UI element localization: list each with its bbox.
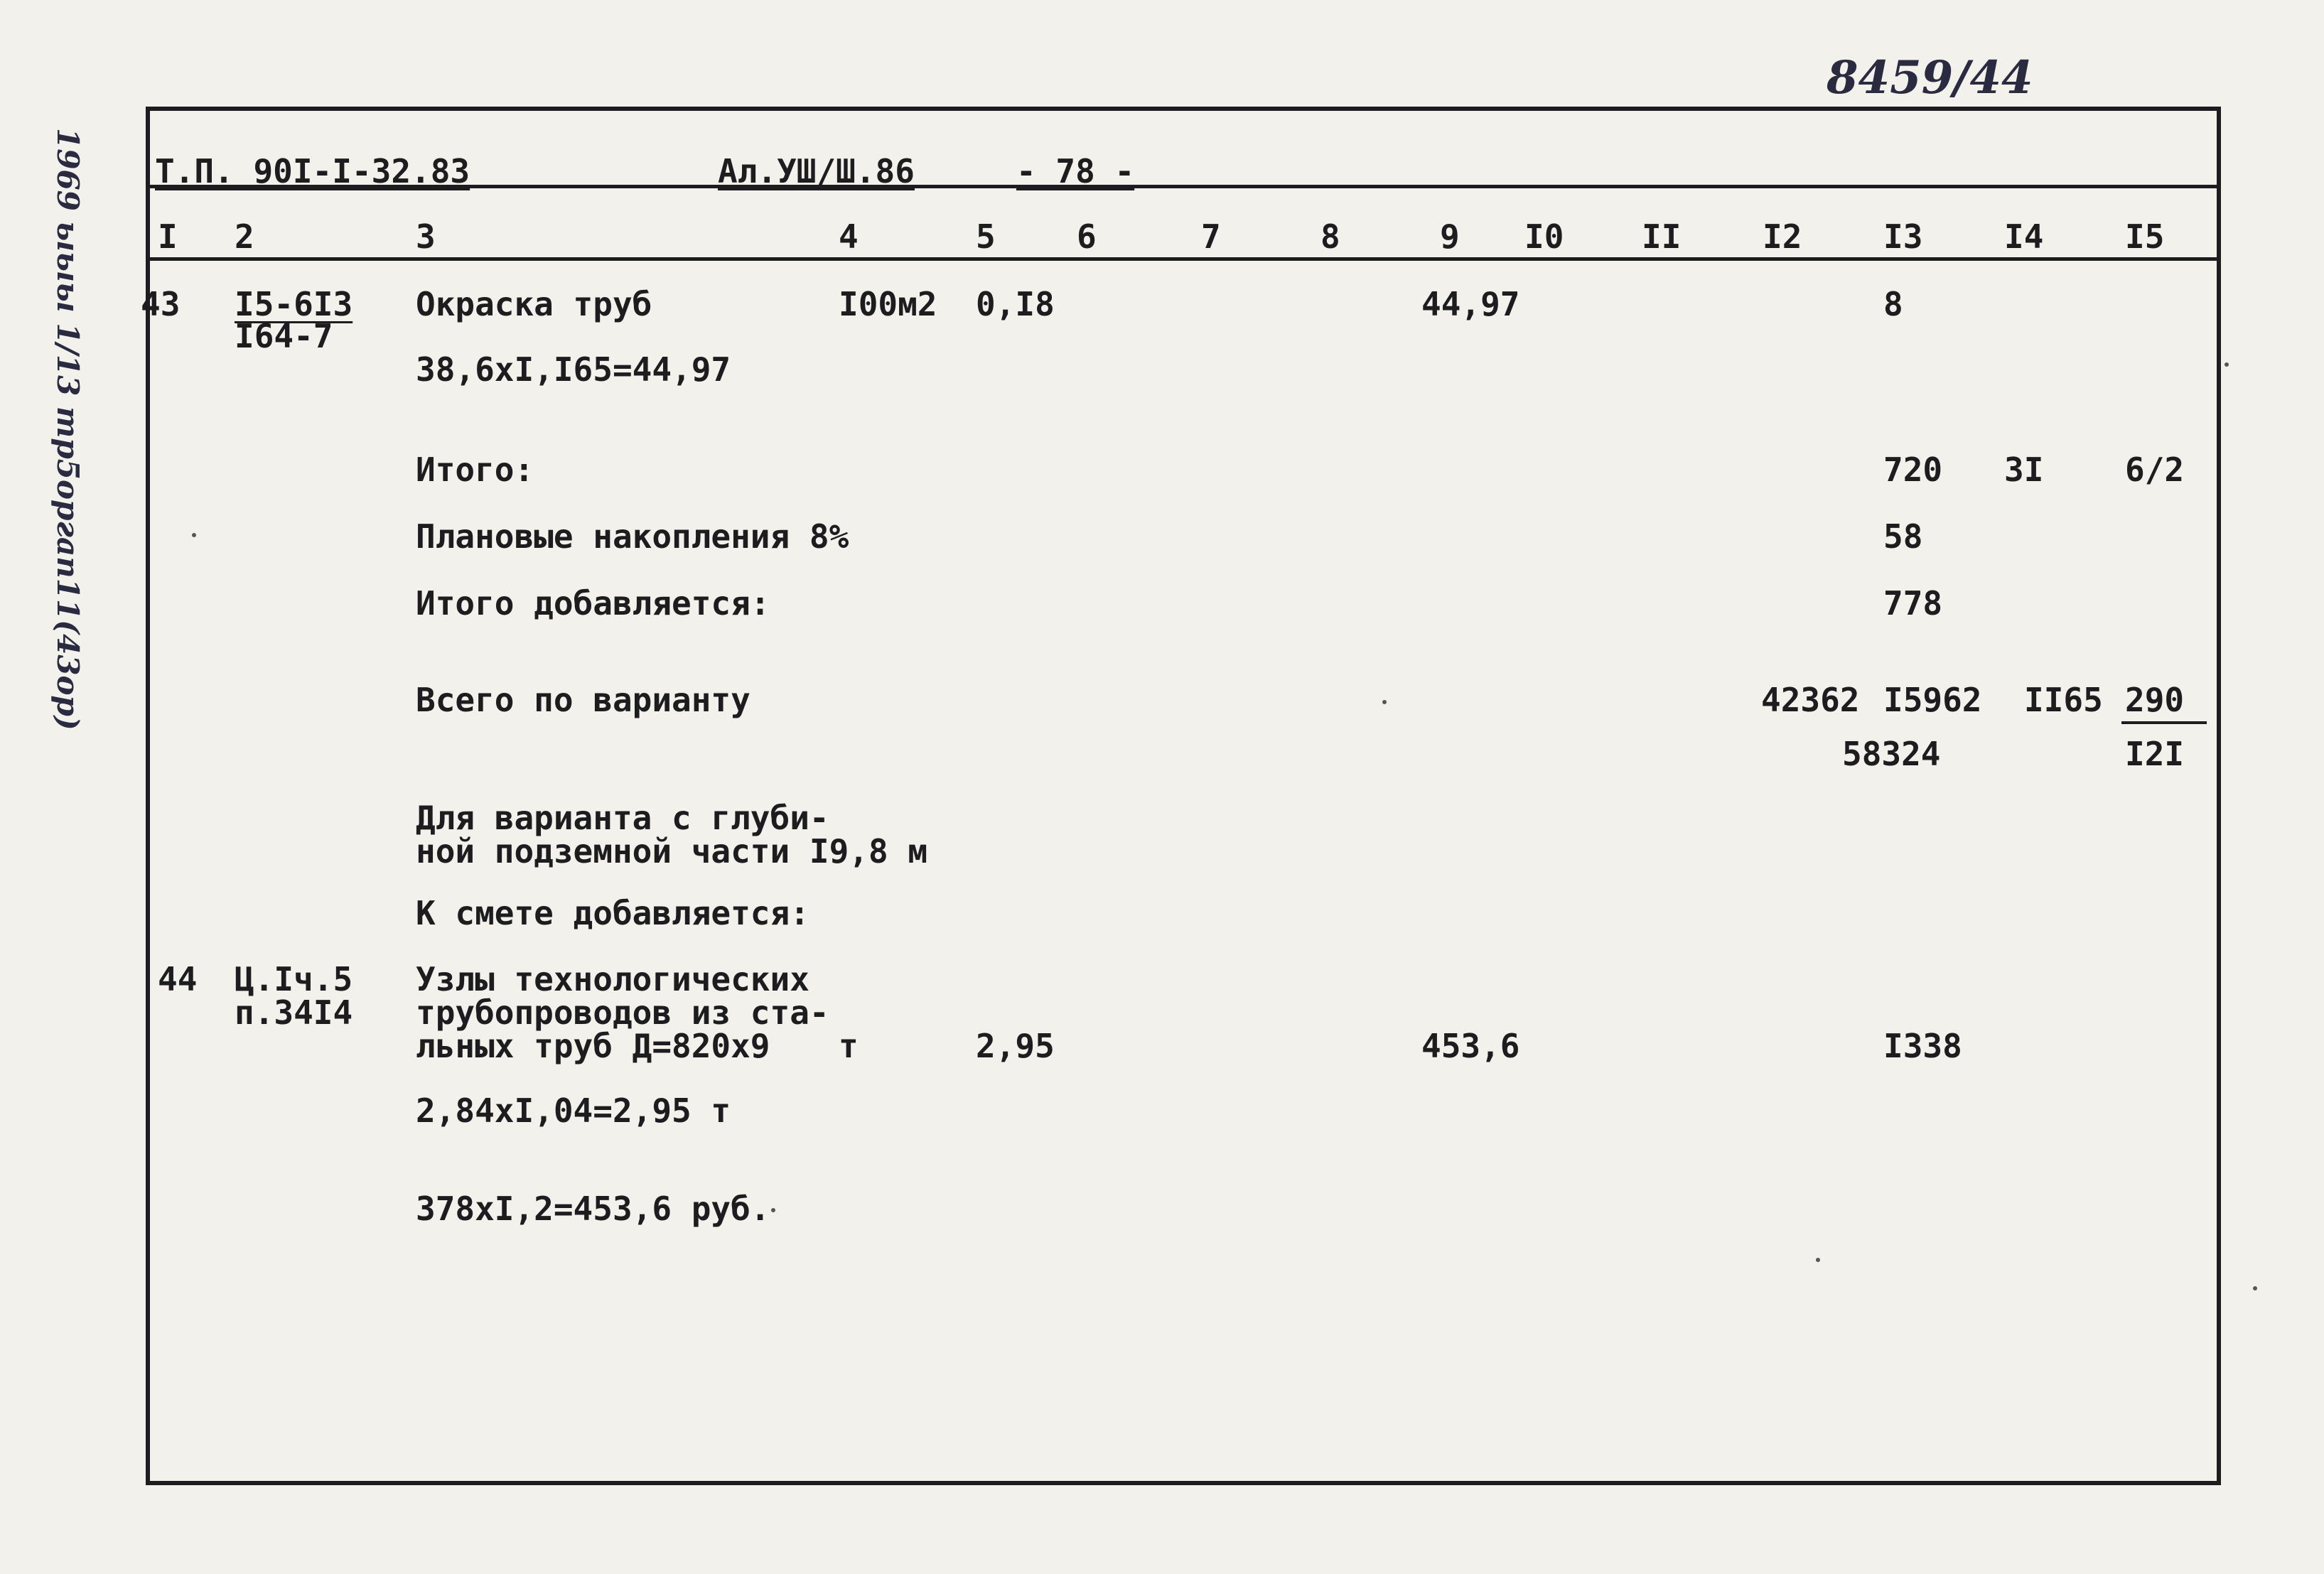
grand-col15-fraction-line bbox=[2121, 721, 2207, 724]
grand-col12: 42362 bbox=[1761, 681, 1860, 719]
col-header-6: 6 bbox=[1077, 217, 1097, 256]
row44-name-1: Узлы технологических bbox=[416, 960, 809, 998]
col-header-11: II bbox=[1642, 217, 1682, 256]
side-stamp-text: 1969 ыыы 1/13 тр5оргап11(43ор) bbox=[50, 128, 85, 731]
grand-col13: I5962 bbox=[1883, 681, 1982, 719]
add-to-estimate-label: К смете добавляется: bbox=[416, 894, 809, 932]
row44-calc-1: 2,84хI,04=2,95 т bbox=[416, 1091, 731, 1130]
scan-speck bbox=[1382, 700, 1387, 704]
page-number: - 78 - bbox=[1016, 152, 1135, 190]
row44-col13: I338 bbox=[1883, 1027, 1962, 1065]
grand-label: Всего по варианту bbox=[416, 681, 751, 719]
col-header-1: I bbox=[158, 217, 178, 256]
col-header-9: 9 bbox=[1440, 217, 1460, 256]
row43-number: 43 bbox=[141, 285, 181, 323]
doc-code: Т.П. 90I-I-32.83 bbox=[155, 152, 470, 190]
row44-number: 44 bbox=[158, 960, 198, 998]
col-header-13: I3 bbox=[1883, 217, 1923, 256]
scan-speck bbox=[1816, 1258, 1820, 1262]
row44-name-2: трубопроводов из ста- bbox=[416, 993, 829, 1032]
row43-code-top: I5-6I3 bbox=[235, 285, 353, 323]
planned-col13: 58 bbox=[1883, 517, 1923, 556]
album-ref: Ал.УШ/Ш.86 bbox=[718, 152, 915, 190]
row43-unit: I00м2 bbox=[839, 285, 937, 323]
row43-calc: 38,6хI,I65=44,97 bbox=[416, 350, 731, 389]
grand-col15-top: 290 bbox=[2125, 681, 2185, 719]
col-header-5: 5 bbox=[976, 217, 996, 256]
row43-name: Окраска труб bbox=[416, 285, 652, 323]
column-header-rule bbox=[146, 257, 2221, 261]
scan-speck bbox=[771, 1208, 775, 1212]
scan-speck bbox=[2253, 1286, 2257, 1290]
grand-col13-sum: 58324 bbox=[1842, 735, 1941, 773]
col-header-2: 2 bbox=[235, 217, 254, 256]
row44-calc-2: 378хI,2=453,6 руб. bbox=[416, 1190, 770, 1228]
row44-code-top: Ц.Iч.5 bbox=[235, 960, 353, 998]
total-added-col13: 778 bbox=[1883, 584, 1943, 622]
grand-col15-bottom: I2I bbox=[2125, 735, 2185, 773]
col-header-8: 8 bbox=[1320, 217, 1340, 256]
total-col13: 720 bbox=[1883, 451, 1943, 489]
total-col14: 3I bbox=[2004, 451, 2044, 489]
row43-price: 44,97 bbox=[1421, 285, 1520, 323]
variant-line-1: Для варианта с глуби- bbox=[416, 799, 829, 837]
scan-speck bbox=[192, 533, 196, 537]
col-header-10: I0 bbox=[1524, 217, 1564, 256]
variant-line-2: ной подземной части I9,8 м bbox=[416, 832, 928, 870]
row43-code-bottom: I64-7 bbox=[235, 317, 333, 355]
row44-unit: т bbox=[839, 1027, 859, 1065]
total-col15: 6/2 bbox=[2125, 451, 2185, 489]
col-header-14: I4 bbox=[2004, 217, 2044, 256]
row44-price: 453,6 bbox=[1421, 1027, 1520, 1065]
scan-speck bbox=[2225, 362, 2229, 367]
archive-number: 8459/44 bbox=[1827, 51, 2033, 104]
row44-name-3: льных труб Д=820х9 bbox=[416, 1027, 770, 1065]
total-added-label: Итого добавляется: bbox=[416, 584, 770, 622]
col-header-4: 4 bbox=[839, 217, 859, 256]
row43-qty: 0,I8 bbox=[976, 285, 1055, 323]
col-header-15: I5 bbox=[2125, 217, 2165, 256]
total-label: Итого: bbox=[416, 451, 534, 489]
col-header-7: 7 bbox=[1201, 217, 1221, 256]
row44-code-bottom: п.34I4 bbox=[235, 993, 353, 1032]
col-header-12: I2 bbox=[1763, 217, 1802, 256]
grand-col14: II65 bbox=[2024, 681, 2103, 719]
row43-col13: 8 bbox=[1883, 285, 1903, 323]
col-header-3: 3 bbox=[416, 217, 436, 256]
planned-label: Плановые накопления 8% bbox=[416, 517, 849, 556]
row44-qty: 2,95 bbox=[976, 1027, 1055, 1065]
